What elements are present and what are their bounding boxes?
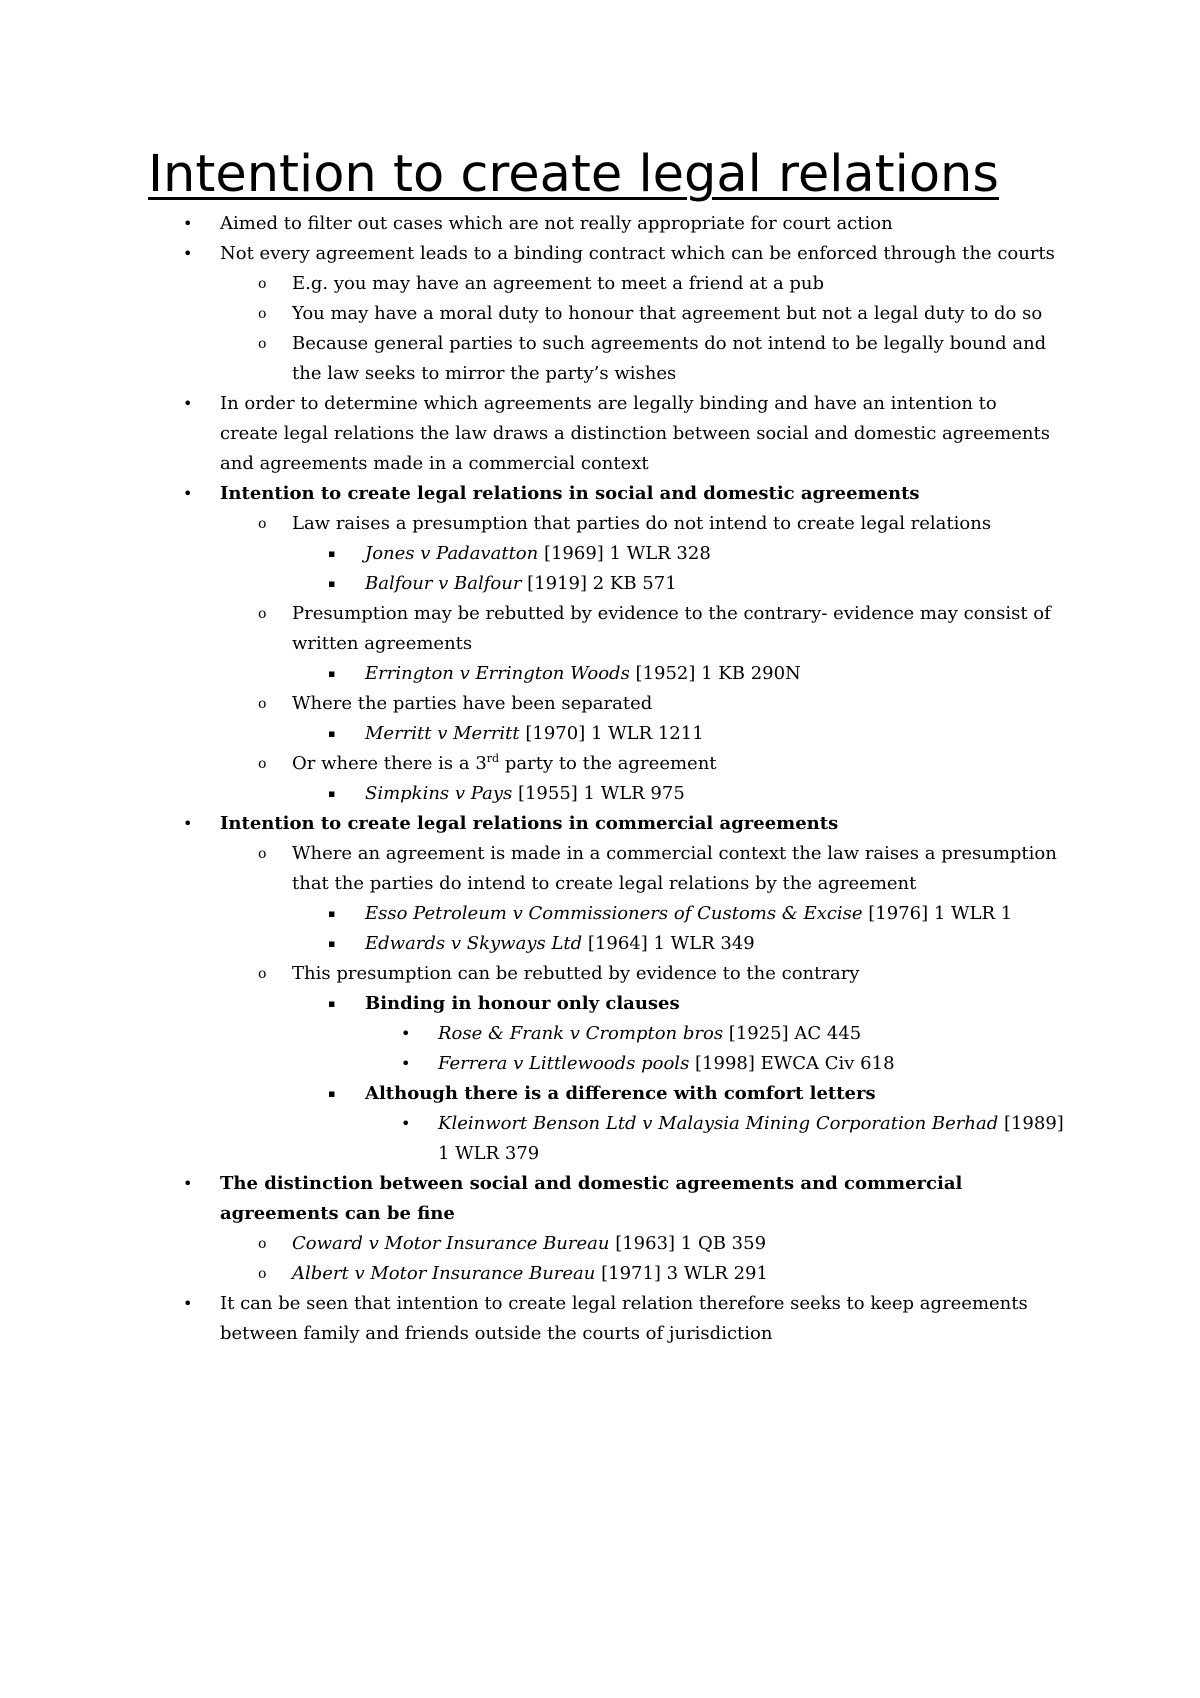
list-item xyxy=(0,689,1200,719)
citation: [1964] 1 WLR 349 xyxy=(582,933,755,954)
list-item xyxy=(0,1169,1200,1229)
ordinal-suffix: rd xyxy=(486,752,500,765)
citation: [1925] AC 445 xyxy=(723,1023,862,1044)
case-citation xyxy=(365,539,1065,569)
list-item xyxy=(0,389,1200,479)
item-text: Where the parties have been separated xyxy=(292,693,653,714)
case-citation xyxy=(365,719,1065,749)
case-name: Albert v Motor Insurance Bureau xyxy=(292,1263,596,1284)
citation: [1971] 3 WLR 291 xyxy=(595,1263,768,1284)
list-item xyxy=(0,839,1200,899)
citation: [1998] EWCA Civ 618 xyxy=(689,1053,895,1074)
circle-bullet-icon: o xyxy=(258,306,267,322)
square-bullet-icon: ▪ xyxy=(328,1087,336,1100)
case-name: Jones v Padavatton xyxy=(365,543,539,564)
case-citation xyxy=(438,1049,1068,1079)
list-item xyxy=(0,509,1200,539)
case-name: Merritt v Merritt xyxy=(365,723,520,744)
list-item xyxy=(0,809,1200,839)
circle-bullet-icon: o xyxy=(258,606,267,622)
case-citation xyxy=(438,1019,1068,1049)
list-item xyxy=(0,569,1200,599)
item-text: Where an agreement is made in a commercial context the law raises a presumption that the parties do intend to create legal relations by the agreement xyxy=(292,843,1057,894)
item-text: Aimed to filter out cases which are not really appropriate for court action xyxy=(220,213,893,234)
bullet-icon: • xyxy=(183,214,193,233)
case-citation xyxy=(365,659,1065,689)
circle-bullet-icon: o xyxy=(258,1236,267,1252)
item-text: You may have a moral duty to honour that agreement but not a legal duty to do so xyxy=(292,303,1043,324)
circle-bullet-icon: o xyxy=(258,966,267,982)
case-name: Errington v Errington Woods xyxy=(365,663,630,684)
bullet-icon: • xyxy=(401,1024,411,1043)
circle-bullet-icon: o xyxy=(258,336,267,352)
item-text: E.g. you may have an agreement to meet a friend at a pub xyxy=(292,273,825,294)
citation: [1969] 1 WLR 328 xyxy=(538,543,711,564)
item-text: Not every agreement leads to a binding contract which can be enforced through the courts xyxy=(220,243,1055,264)
bullet-icon: • xyxy=(183,1174,193,1193)
square-bullet-icon: ▪ xyxy=(328,997,336,1010)
circle-bullet-icon: o xyxy=(258,756,267,772)
case-citation xyxy=(365,929,1065,959)
item-text: Because general parties to such agreements do not intend to be legally bound and the law seeks to mirror the party’s wishes xyxy=(292,333,1047,384)
citation: [1952] 1 KB 290N xyxy=(629,663,801,684)
list-item xyxy=(0,1229,1200,1259)
list-item xyxy=(0,269,1200,299)
square-bullet-icon: ▪ xyxy=(328,937,336,950)
list-item xyxy=(0,539,1200,569)
bullet-icon: • xyxy=(183,814,193,833)
square-bullet-icon: ▪ xyxy=(328,907,336,920)
citation: [1970] 1 WLR 1211 xyxy=(519,723,704,744)
circle-bullet-icon: o xyxy=(258,1266,267,1282)
list-item xyxy=(0,1259,1200,1289)
citation: [1963] 1 QB 359 xyxy=(609,1233,767,1254)
case-citation xyxy=(365,899,1065,929)
section-heading: Intention to create legal relations in social and domestic agreements xyxy=(220,483,920,504)
list-item xyxy=(0,329,1200,389)
list-item xyxy=(0,659,1200,689)
case-name: Coward v Motor Insurance Bureau xyxy=(292,1233,610,1254)
list-item xyxy=(0,929,1200,959)
list-item xyxy=(0,599,1200,659)
square-bullet-icon: ▪ xyxy=(328,727,336,740)
citation: [1955] 1 WLR 975 xyxy=(512,783,685,804)
square-bullet-icon: ▪ xyxy=(328,787,336,800)
list-item xyxy=(0,779,1200,809)
item-text: Law raises a presumption that parties do not intend to create legal relations xyxy=(292,513,992,534)
case-citation xyxy=(365,569,1065,599)
item-text: This presumption can be rebutted by evidence to the contrary xyxy=(292,963,860,984)
subsection-heading: Although there is a difference with comfort letters xyxy=(365,1083,876,1104)
citation: [1989] 1 WLR 379 xyxy=(438,1113,1064,1164)
section-heading: The distinction between social and domestic agreements and commercial agreements can be fine xyxy=(220,1173,963,1224)
item-text: In order to determine which agreements are legally binding and have an intention to create legal relations the law draws a distinction between social and domestic agreements and agreements made in a commercial context xyxy=(220,393,1050,474)
circle-bullet-icon: o xyxy=(258,696,267,712)
list-item xyxy=(0,209,1200,239)
circle-bullet-icon: o xyxy=(258,276,267,292)
circle-bullet-icon: o xyxy=(258,846,267,862)
list-item xyxy=(0,899,1200,929)
page-title: Intention to create legal relations xyxy=(148,145,999,204)
list-item xyxy=(0,959,1200,989)
text-part: party to the agreement xyxy=(499,753,717,774)
bullet-icon: • xyxy=(401,1054,411,1073)
case-name: Simpkins v Pays xyxy=(365,783,513,804)
case-name: Esso Petroleum v Commissioners of Customs & Excise xyxy=(365,903,863,924)
bullet-icon: • xyxy=(183,244,193,263)
case-name: Kleinwort Benson Ltd v Malaysia Mining Corporation Berhad xyxy=(438,1113,999,1134)
bullet-icon: • xyxy=(183,1294,193,1313)
list-item xyxy=(0,479,1200,509)
list-item xyxy=(0,749,1200,779)
list-item xyxy=(0,989,1200,1019)
item-text xyxy=(292,749,1072,779)
list-item xyxy=(0,719,1200,749)
square-bullet-icon: ▪ xyxy=(328,667,336,680)
list-item xyxy=(0,1019,1200,1049)
bullet-icon: • xyxy=(183,394,193,413)
square-bullet-icon: ▪ xyxy=(328,547,336,560)
section-heading: Intention to create legal relations in commercial agreements xyxy=(220,813,839,834)
subsection-heading: Binding in honour only clauses xyxy=(365,993,680,1014)
case-name: Rose & Frank v Crompton bros xyxy=(438,1023,724,1044)
notes-list xyxy=(0,209,1200,1349)
item-text: It can be seen that intention to create legal relation therefore seeks to keep agreements between family and friends outside the courts of jurisdiction xyxy=(220,1293,1028,1344)
bullet-icon: • xyxy=(183,484,193,503)
case-citation xyxy=(292,1229,1072,1259)
square-bullet-icon: ▪ xyxy=(328,577,336,590)
list-item xyxy=(0,1109,1200,1169)
citation: [1976] 1 WLR 1 xyxy=(862,903,1013,924)
case-name: Ferrera v Littlewoods pools xyxy=(438,1053,690,1074)
case-name: Balfour v Balfour xyxy=(365,573,522,594)
case-citation xyxy=(292,1259,1072,1289)
list-item xyxy=(0,239,1200,269)
case-name: Edwards v Skyways Ltd xyxy=(365,933,583,954)
citation: [1919] 2 KB 571 xyxy=(521,573,677,594)
list-item xyxy=(0,1079,1200,1109)
text-part: Or where there is a 3 xyxy=(292,753,487,774)
circle-bullet-icon: o xyxy=(258,516,267,532)
list-item xyxy=(0,1049,1200,1079)
list-item xyxy=(0,1289,1200,1349)
list-item xyxy=(0,299,1200,329)
case-citation xyxy=(438,1109,1068,1169)
case-citation xyxy=(365,779,1065,809)
bullet-icon: • xyxy=(401,1114,411,1133)
item-text: Presumption may be rebutted by evidence to the contrary- evidence may consist of written agreements xyxy=(292,603,1051,654)
